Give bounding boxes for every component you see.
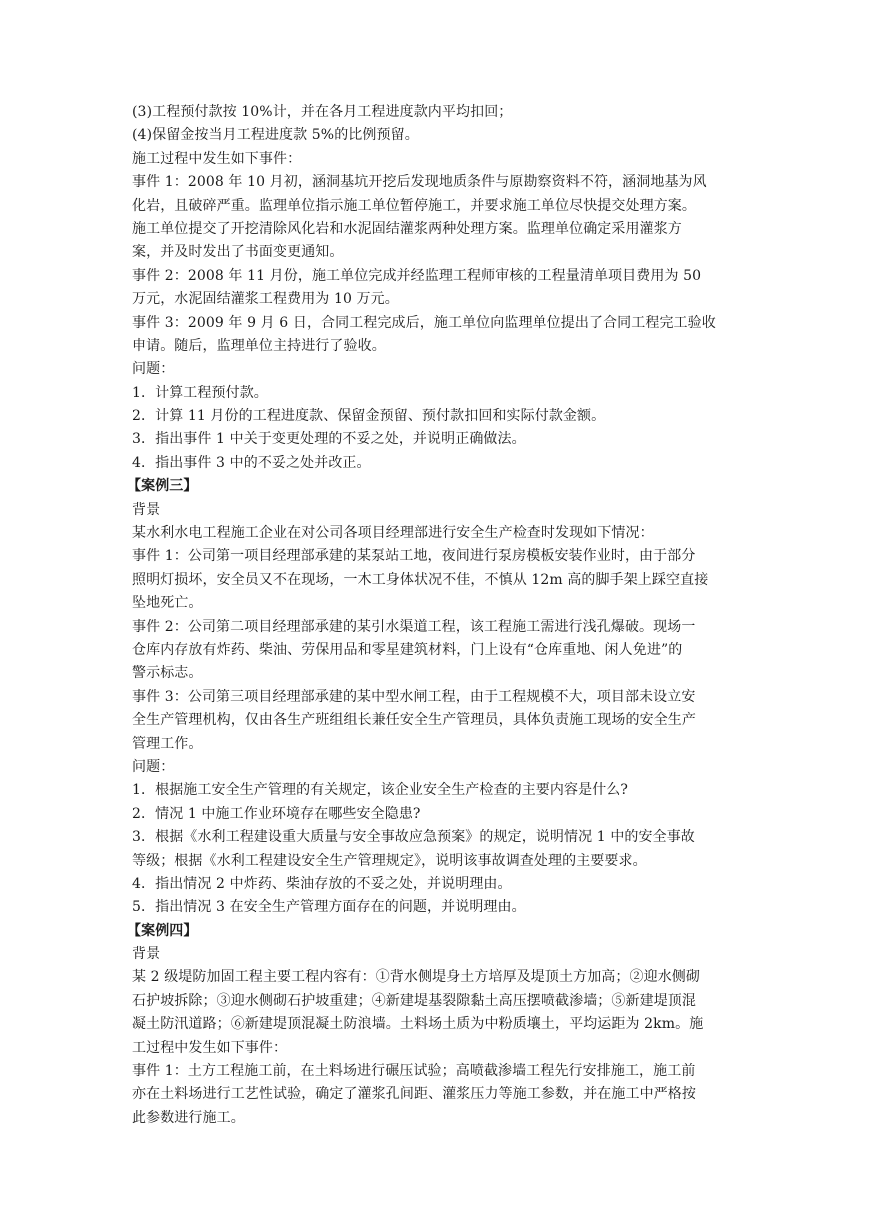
text-line: 事件 1：2008 年 10 月初，涵洞基坑开挖后发现地质条件与原勘察资料不符，涵洞地基为风	[132, 174, 707, 191]
text-line: 问题：	[132, 361, 175, 378]
text-line: 事件 2：公司第二项目经理部承建的某引水渠道工程，该工程施工需进行浅孔爆破。现场一	[132, 618, 696, 635]
text-line: 照明灯损坏，安全员又不在现场，一木工身体状况不佳，不慎从 12m 高的脚手架上踩空直接	[132, 571, 709, 588]
text-line: 事件 3：2009 年 9 月 6 日，合同工程完成后，施工单位向监理单位提出了合同工程完工验收	[132, 314, 716, 331]
text-line: 某 2 级堤防加固工程主要工程内容有：①背水侧堤身土方培厚及堤顶土方加高；②迎水侧砌	[132, 969, 701, 986]
text-line: 3．根据《水利工程建设重大质量与安全事故应急预案》的规定，说明情况 1 中的安全事故	[132, 829, 695, 846]
section-heading: 【案例三】	[127, 478, 198, 495]
text-line: 施工过程中发生如下事件：	[132, 150, 302, 167]
text-line: 5．指出情况 3 在安全生产管理方面存在的问题，并说明理由。	[132, 899, 526, 916]
text-line: 等级；根据《水利工程建设安全生产管理规定》，说明该事故调查处理的主要要求。	[132, 852, 647, 869]
text-line: (4)保留金按当月工程进度款 5%的比例预留。	[132, 127, 419, 144]
text-line: 某水利水电工程施工企业在对公司各项目经理部进行安全生产检查时发现如下情况：	[132, 525, 654, 542]
text-line: 亦在土料场进行工艺性试验，确定了灌浆孔间距、灌浆压力等施工参数，并在施工中严格按	[132, 1086, 696, 1103]
text-line: 背景	[132, 946, 161, 963]
text-line: 2．计算 11 月份的工程进度款、保留金预留、预付款扣回和实际付款金额。	[132, 408, 606, 425]
text-line: 事件 1：土方工程施工前，在土料场进行碾压试验；高喷截渗墙工程先行安排施工，施工前	[132, 1063, 696, 1080]
text-line: 事件 3：公司第三项目经理部承建的某中型水闸工程，由于工程规模不大，项目部未设立安	[132, 688, 696, 705]
text-line: 申请。随后，监理单位主持进行了验收。	[132, 337, 386, 354]
text-line: 管理工作。	[132, 735, 203, 752]
text-line: 问题：	[132, 758, 175, 775]
text-line: 施工单位提交了开挖清除风化岩和水泥固结灌浆两种处理方案。监理单位确定采用灌浆方	[132, 220, 682, 237]
text-line: 2．情况 1 中施工作业环境存在哪些安全隐患?	[132, 805, 421, 822]
text-line: 仓库内存放有炸药、柴油、劳保用品和零星建筑材料，门上设有“仓库重地、闲人免进”的	[132, 641, 683, 658]
text-line: (3)工程预付款按 10%计，并在各月工程进度款内平均扣回；	[132, 104, 513, 120]
text-line: 4．指出情况 2 中炸药、柴油存放的不妥之处，并说明理由。	[132, 875, 512, 892]
text-line: 背景	[132, 501, 161, 518]
text-line: 事件 1：公司第一项目经理部承建的某泵站工地，夜间进行泵房模板安装作业时，由于部分	[132, 548, 696, 565]
text-line: 凝土防汛道路；⑥新建堤顶混凝土防浪墙。土料场土质为中粉质壤土，平均运距为 2km。施	[132, 1016, 704, 1033]
text-line: 万元，水泥固结灌浆工程费用为 10 万元。	[132, 291, 399, 308]
text-line: 此参数进行施工。	[132, 1109, 245, 1126]
text-line: 1．根据施工安全生产管理的有关规定，该企业安全生产检查的主要内容是什么?	[132, 782, 629, 799]
text-line: 3．指出事件 1 中关于变更处理的不妥之处，并说明正确做法。	[132, 431, 526, 448]
text-line: 化岩，且破碎严重。监理单位指示施工单位暂停施工，并要求施工单位尽快提交处理方案。	[132, 197, 696, 214]
text-line: 全生产管理机构，仅由各生产班组组长兼任安全生产管理员，具体负责施工现场的安全生产	[132, 712, 696, 729]
section-heading: 【案例四】	[127, 922, 198, 939]
text-line: 警示标志。	[132, 665, 203, 682]
text-line: 4．指出事件 3 中的不妥之处并改正。	[132, 454, 371, 471]
document-page	[127, 101, 744, 1130]
text-line: 1．计算工程预付款。	[132, 384, 268, 401]
text-line: 坠地死亡。	[132, 595, 203, 612]
text-line: 石护坡拆除；③迎水侧砌石护坡重建；④新建堤基裂隙黏土高压摆喷截渗墙；⑤新建堤顶混	[132, 992, 696, 1009]
text-line: 事件 2：2008 年 11 月份，施工单位完成并经监理工程师审核的工程量清单项目费用为 50	[132, 267, 702, 284]
text-line: 工过程中发生如下事件：	[132, 1039, 288, 1056]
text-line: 案，并及时发出了书面变更通知。	[132, 244, 344, 261]
